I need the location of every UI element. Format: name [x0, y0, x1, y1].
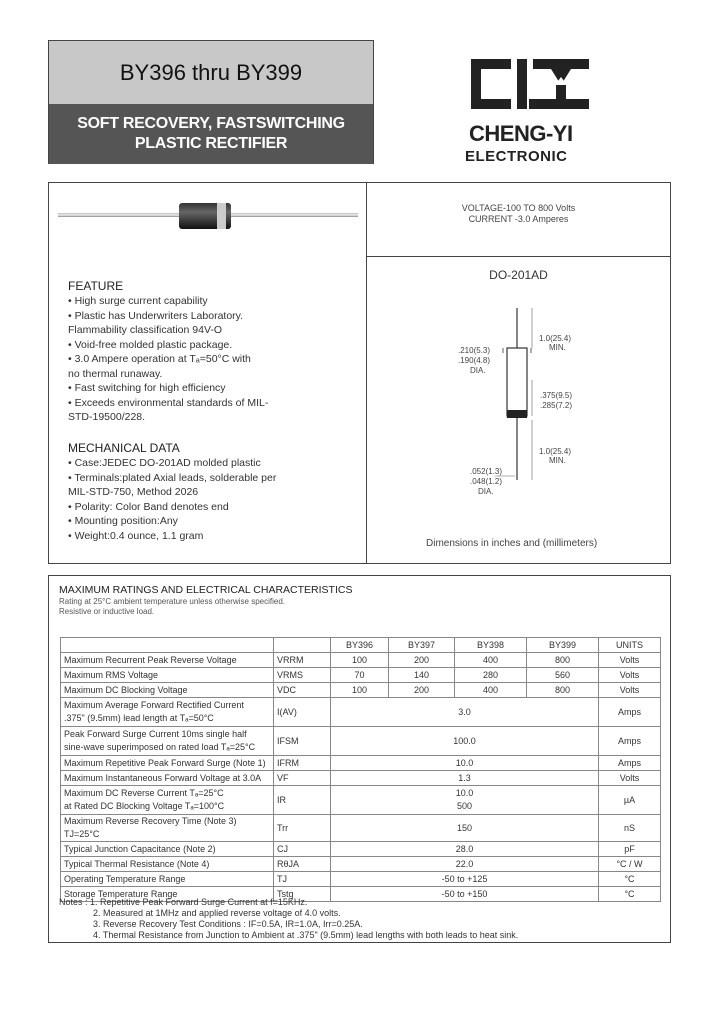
- value-text-2: 500: [456, 801, 473, 811]
- table-row: [61, 872, 661, 887]
- value-text: 150: [456, 822, 473, 833]
- param-cell: [61, 727, 274, 756]
- dim-body-dia-1: .210(5.3): [458, 346, 491, 355]
- symbol-cell: VF: [274, 771, 331, 786]
- param-cell: [61, 683, 274, 698]
- brand-subtitle: ELECTRONIC: [465, 148, 568, 165]
- table-row: [61, 756, 661, 771]
- subtitle-line-2: PLASTIC RECTIFIER: [134, 135, 288, 152]
- symbol-cell: RθJA: [274, 857, 331, 872]
- param-cell: [61, 857, 274, 872]
- feature-list: [68, 294, 358, 428]
- param-text: Maximum Average Forward Rectified Current: [64, 700, 244, 710]
- symbol-cell: VRRM: [274, 653, 331, 668]
- column-header: BY396: [331, 638, 389, 653]
- ratings-table: [60, 637, 661, 902]
- value-text: -50 to +125: [441, 873, 488, 884]
- ratings-note-2: Resistive or inductive load.: [59, 607, 155, 616]
- cy-logo-icon: [463, 55, 593, 113]
- param-cell: [61, 771, 274, 786]
- param-text: Maximum Recurrent Peak Reverse Voltage: [64, 654, 237, 665]
- mechanical-item: • Weight:0.4 ounce, 1.1 gram: [68, 529, 204, 542]
- note-2: 2. Measured at 1MHz and applied reverse voltage of 4.0 volts.: [93, 908, 341, 918]
- unit-cell: Amps: [599, 727, 661, 756]
- param-cell: [61, 698, 274, 727]
- feature-item: • Exceeds environmental standards of MIL-: [68, 396, 269, 409]
- value-span-cell: [331, 727, 599, 756]
- dim-lead-dia-label: DIA.: [478, 487, 494, 496]
- title-block: [48, 40, 374, 164]
- feature-item: Flammability classification 94V-O: [68, 324, 223, 336]
- value-cell: 400: [455, 653, 527, 668]
- unit-cell: pF: [599, 842, 661, 857]
- value-span-cell: [331, 771, 599, 786]
- value-text: 28.0: [455, 843, 474, 854]
- unit-cell: °C / W: [599, 857, 661, 872]
- feature-item: no thermal runaway.: [68, 367, 163, 380]
- value-text: 10.0: [455, 788, 474, 798]
- param-text: Maximum Instantaneous Forward Voltage at 3.0A: [64, 772, 262, 783]
- dim-body-dia-2: .190(4.8): [458, 356, 491, 365]
- param-text: Maximum RMS Voltage: [64, 669, 159, 680]
- param-text: Operating Temperature Range: [64, 873, 186, 884]
- value-cell: 70: [331, 668, 389, 683]
- dim-body-len-1: .375(9.5): [540, 391, 573, 400]
- unit-cell: µA: [599, 786, 661, 815]
- feature-item: STD-19500/228.: [68, 411, 146, 423]
- unit-cell: Volts: [599, 683, 661, 698]
- value-cell: 100: [331, 683, 389, 698]
- panel-divider: [366, 183, 367, 563]
- table-row: [61, 698, 661, 727]
- dim-lead-top: 1.0(25.4): [539, 334, 572, 343]
- param-text: Maximum DC Reverse Current Tₐ=25°C: [64, 788, 224, 798]
- column-header: UNITS: [599, 638, 661, 653]
- param-cell: [61, 668, 274, 683]
- feature-item: • Fast switching for high efficiency: [68, 382, 226, 394]
- unit-cell: Volts: [599, 668, 661, 683]
- subtitle-block: [49, 104, 373, 164]
- value-cell: 140: [389, 668, 455, 683]
- mechanical-item: • Mounting position:Any: [68, 515, 178, 527]
- dim-lead-top-min: MIN.: [549, 343, 566, 352]
- unit-cell: nS: [599, 815, 661, 842]
- dim-lead-dia-1: .052(1.3): [470, 467, 503, 476]
- note-1: Notes : 1. Repetitive Peak Forward Surge Current at f=15KHz.: [59, 897, 308, 907]
- feature-item: • Void-free molded plastic package.: [68, 338, 233, 351]
- dim-body-dia-label: DIA.: [470, 366, 486, 375]
- rating-summary: [366, 203, 671, 225]
- value-span-cell: [331, 887, 599, 902]
- symbol-cell: I(AV): [274, 698, 331, 727]
- value-cell: 800: [527, 683, 599, 698]
- table-row: [61, 727, 661, 756]
- symbol-cell: IFSM: [274, 727, 331, 756]
- mechanical-heading: MECHANICAL DATA: [68, 441, 180, 455]
- symbol-cell: CJ: [274, 842, 331, 857]
- param-text: Maximum Reverse Recovery Time (Note 3) TJ=25°C: [64, 816, 237, 839]
- symbol-cell: VDC: [274, 683, 331, 698]
- part-title: BY396 thru BY399: [49, 41, 373, 104]
- param-cell: [61, 842, 274, 857]
- header-blank: [274, 638, 331, 653]
- brand-logo: [455, 55, 615, 170]
- unit-cell: Amps: [599, 756, 661, 771]
- feature-item: • High surge current capability: [68, 295, 208, 307]
- current-spec: CURRENT -3.0 Amperes: [468, 214, 569, 224]
- value-span-cell: [331, 842, 599, 857]
- table-row: [61, 653, 661, 668]
- value-cell: 280: [455, 668, 527, 683]
- feature-item: • Plastic has Underwriters Laboratory.: [68, 309, 244, 322]
- param-cell: [61, 815, 274, 842]
- brand-name: CHENG-YI: [469, 121, 573, 146]
- value-span-cell: [331, 857, 599, 872]
- subtitle-line-1: SOFT RECOVERY, FASTSWITCHING: [77, 115, 345, 132]
- param-text: Storage Temperature Range: [64, 888, 178, 899]
- feature-item: • 3.0 Ampere operation at Tₐ=50°C with: [68, 353, 251, 365]
- unit-cell: °C: [599, 872, 661, 887]
- mechanical-item: • Polarity: Color Band denotes end: [68, 500, 229, 513]
- header-blank: [61, 638, 274, 653]
- table-row: [61, 815, 661, 842]
- value-span-cell: [331, 756, 599, 771]
- value-cell: 800: [527, 653, 599, 668]
- dim-body-len-2: .285(7.2): [540, 401, 573, 410]
- value-text: 1.3: [458, 772, 471, 783]
- mechanical-item: • Terminals:plated Axial leads, solderable per: [68, 471, 277, 484]
- value-cell: 560: [527, 668, 599, 683]
- unit-cell: Volts: [599, 653, 661, 668]
- param-cell: [61, 653, 274, 668]
- unit-cell: Volts: [599, 771, 661, 786]
- unit-cell: Amps: [599, 698, 661, 727]
- param-text: Peak Forward Surge Current 10ms single half: [64, 729, 247, 739]
- dim-lead-dia-2: .048(1.2): [470, 477, 503, 486]
- symbol-cell: TJ: [274, 872, 331, 887]
- diode-image: [58, 200, 363, 234]
- param-cell: [61, 786, 274, 815]
- column-header: BY397: [389, 638, 455, 653]
- package-name: DO-201AD: [489, 268, 548, 282]
- symbol-cell: VRMS: [274, 668, 331, 683]
- spec-divider: [366, 256, 671, 257]
- param-text: Maximum Repetitive Peak Forward Surge (Note 1): [64, 757, 266, 768]
- value-text: 3.0: [458, 706, 471, 717]
- table-header-row: [61, 638, 661, 653]
- dim-lead-bot: 1.0(25.4): [539, 447, 572, 456]
- package-outline-drawing: [440, 290, 600, 500]
- param-text: Typical Junction Capacitance (Note 2): [64, 843, 216, 854]
- value-text: 10.0: [455, 757, 474, 768]
- ratings-note-1: Rating at 25°C ambient temperature unless otherwise specified.: [59, 597, 285, 606]
- column-header: BY399: [527, 638, 599, 653]
- value-cell: 100: [331, 653, 389, 668]
- param-cell: [61, 756, 274, 771]
- param-text-2: sine-wave superimposed on rated load Tₐ=25°C: [64, 742, 256, 752]
- table-row: [61, 842, 661, 857]
- value-cell: 400: [455, 683, 527, 698]
- mechanical-item: • Case:JEDEC DO-201AD molded plastic: [68, 457, 261, 469]
- symbol-cell: Tstg: [274, 887, 331, 902]
- ratings-heading: MAXIMUM RATINGS AND ELECTRICAL CHARACTERISTICS: [59, 584, 353, 596]
- value-text: -50 to +150: [441, 888, 488, 899]
- table-row: [61, 857, 661, 872]
- note-4: 4. Thermal Resistance from Junction to Ambient at .375" (9.5mm) lead lengths with both leads to heat sink.: [93, 930, 519, 940]
- column-header: BY398: [455, 638, 527, 653]
- value-span-cell: [331, 698, 599, 727]
- voltage-spec: VOLTAGE-100 TO 800 Volts: [461, 203, 576, 213]
- table-row: [61, 786, 661, 815]
- feature-heading: FEATURE: [68, 279, 124, 293]
- unit-cell: °C: [599, 887, 661, 902]
- mechanical-item: MIL-STD-750, Method 2026: [68, 486, 199, 498]
- table-row: [61, 683, 661, 698]
- value-text: 22.0: [455, 858, 474, 869]
- param-text-2: .375" (9.5mm) lead length at Tₐ=50°C: [64, 713, 214, 723]
- mechanical-list: [68, 456, 358, 546]
- note-3: 3. Reverse Recovery Test Conditions : IF=0.5A, IR=1.0A, Irr=0.25A.: [93, 919, 363, 929]
- param-text-2: at Rated DC Blocking Voltage Tₐ=100°C: [64, 801, 225, 811]
- value-cell: 200: [389, 683, 455, 698]
- value-span-cell: [331, 815, 599, 842]
- value-span-cell: [331, 872, 599, 887]
- ratings-conditions: [59, 597, 285, 617]
- table-row: [61, 668, 661, 683]
- table-row: [61, 771, 661, 786]
- symbol-cell: Trr: [274, 815, 331, 842]
- param-text: Maximum DC Blocking Voltage: [64, 684, 188, 695]
- symbol-cell: IFRM: [274, 756, 331, 771]
- param-cell: [61, 872, 274, 887]
- dimensions-note: Dimensions in inches and (millimeters): [426, 538, 598, 549]
- param-text: Typical Thermal Resistance (Note 4): [64, 858, 210, 869]
- value-text: 100.0: [453, 735, 476, 746]
- value-span-cell: [331, 786, 599, 815]
- symbol-cell: IR: [274, 786, 331, 815]
- dim-lead-bot-min: MIN.: [549, 456, 566, 465]
- value-cell: 200: [389, 653, 455, 668]
